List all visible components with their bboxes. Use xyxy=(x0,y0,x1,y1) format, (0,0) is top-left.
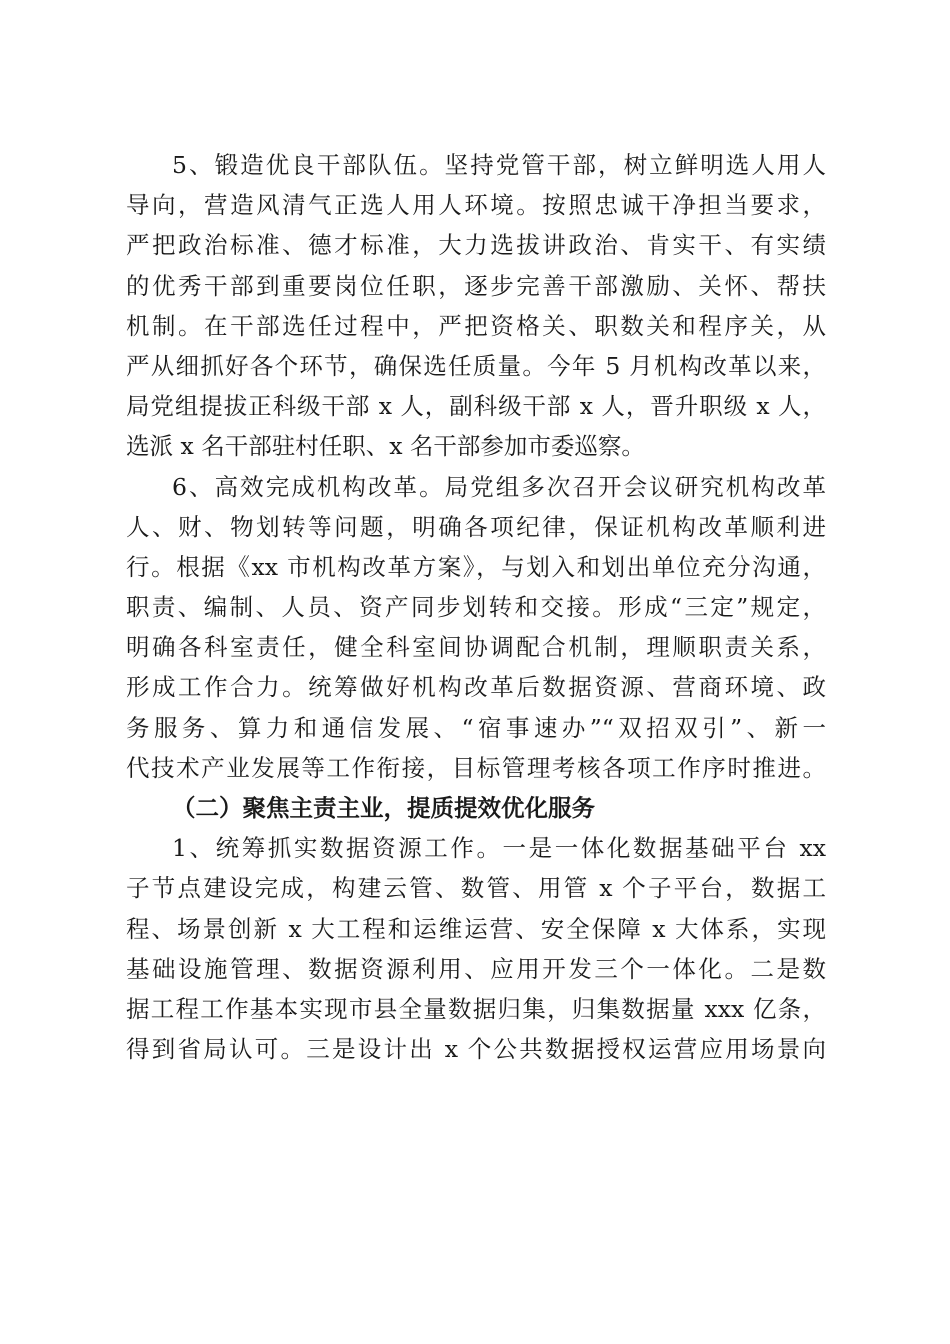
paragraph-1-line-4: 基础设施管理、数据资源利用、应用开发三个一体化。二是数 xyxy=(126,954,826,983)
paragraph-1-line-2: 子节点建设完成，构建云管、数管、用管 x 个子平台，数据工 xyxy=(126,874,826,903)
paragraph-5-line-8: 选派 x 名干部驻村任职、x 名干部参加市委巡察。 xyxy=(126,432,645,461)
paragraph-6-line-3: 行。根据《xx 市机构改革方案》，与划入和划出单位充分沟通， xyxy=(126,552,826,581)
section-heading-2: （二）聚焦主责主业，提质提效优化服务 xyxy=(172,794,595,822)
paragraph-6-line-5: 明确各科室责任，健全科室间协调配合机制，理顺职责关系， xyxy=(126,633,826,662)
paragraph-5-line-2: 导向，营造风清气正选人用人环境。按照忠诚干净担当要求， xyxy=(126,191,826,220)
paragraph-5-line-7: 局党组提拔正科级干部 x 人，副科级干部 x 人，晋升职级 x 人， xyxy=(126,392,826,421)
paragraph-6-line-8: 代技术产业发展等工作衔接，目标管理考核各项工作序时推进。 xyxy=(126,753,826,782)
paragraph-1-line-6: 得到省局认可。三是设计出 x 个公共数据授权运营应用场景向 xyxy=(126,1035,826,1064)
paragraph-6-line-4: 职责、编制、人员、资产同步划转和交接。形成“三定”规定， xyxy=(126,593,826,622)
paragraph-6-line-1: 6、高效完成机构改革。局党组多次召开会议研究机构改革 xyxy=(172,472,826,501)
paragraph-5-line-4: 的优秀干部到重要岗位任职，逐步完善干部激励、关怀、帮扶 xyxy=(126,271,826,300)
paragraph-6-line-2: 人、财、物划转等问题，明确各项纪律，保证机构改革顺利进 xyxy=(126,512,826,541)
paragraph-5-line-1: 5、锻造优良干部队伍。坚持党管干部，树立鲜明选人用人 xyxy=(172,151,826,179)
paragraph-6-line-6: 形成工作合力。统筹做好机构改革后数据资源、营商环境、政 xyxy=(126,673,826,702)
paragraph-5-line-6: 严从细抓好各个环节，确保选任质量。今年 5 月机构改革以来， xyxy=(126,351,826,380)
paragraph-5-line-3: 严把政治标准、德才标准，大力选拔讲政治、肯实干、有实绩 xyxy=(126,231,826,260)
paragraph-6-line-7: 务服务、算力和通信发展、“宿事速办”“双招双引”、新一 xyxy=(126,713,826,742)
paragraph-5-line-5: 机制。在干部选任过程中，严把资格关、职数关和程序关，从 xyxy=(126,311,826,340)
document-body xyxy=(126,145,826,1069)
paragraph-1-line-1: 1、统筹抓实数据资源工作。一是一体化数据基础平台 xx xyxy=(172,834,826,863)
paragraph-1-line-5: 据工程工作基本实现市县全量数据归集，归集数据量 xxx 亿条， xyxy=(126,994,826,1023)
paragraph-1-line-3: 程、场景创新 x 大工程和运维运营、安全保障 x 大体系，实现 xyxy=(126,914,826,943)
